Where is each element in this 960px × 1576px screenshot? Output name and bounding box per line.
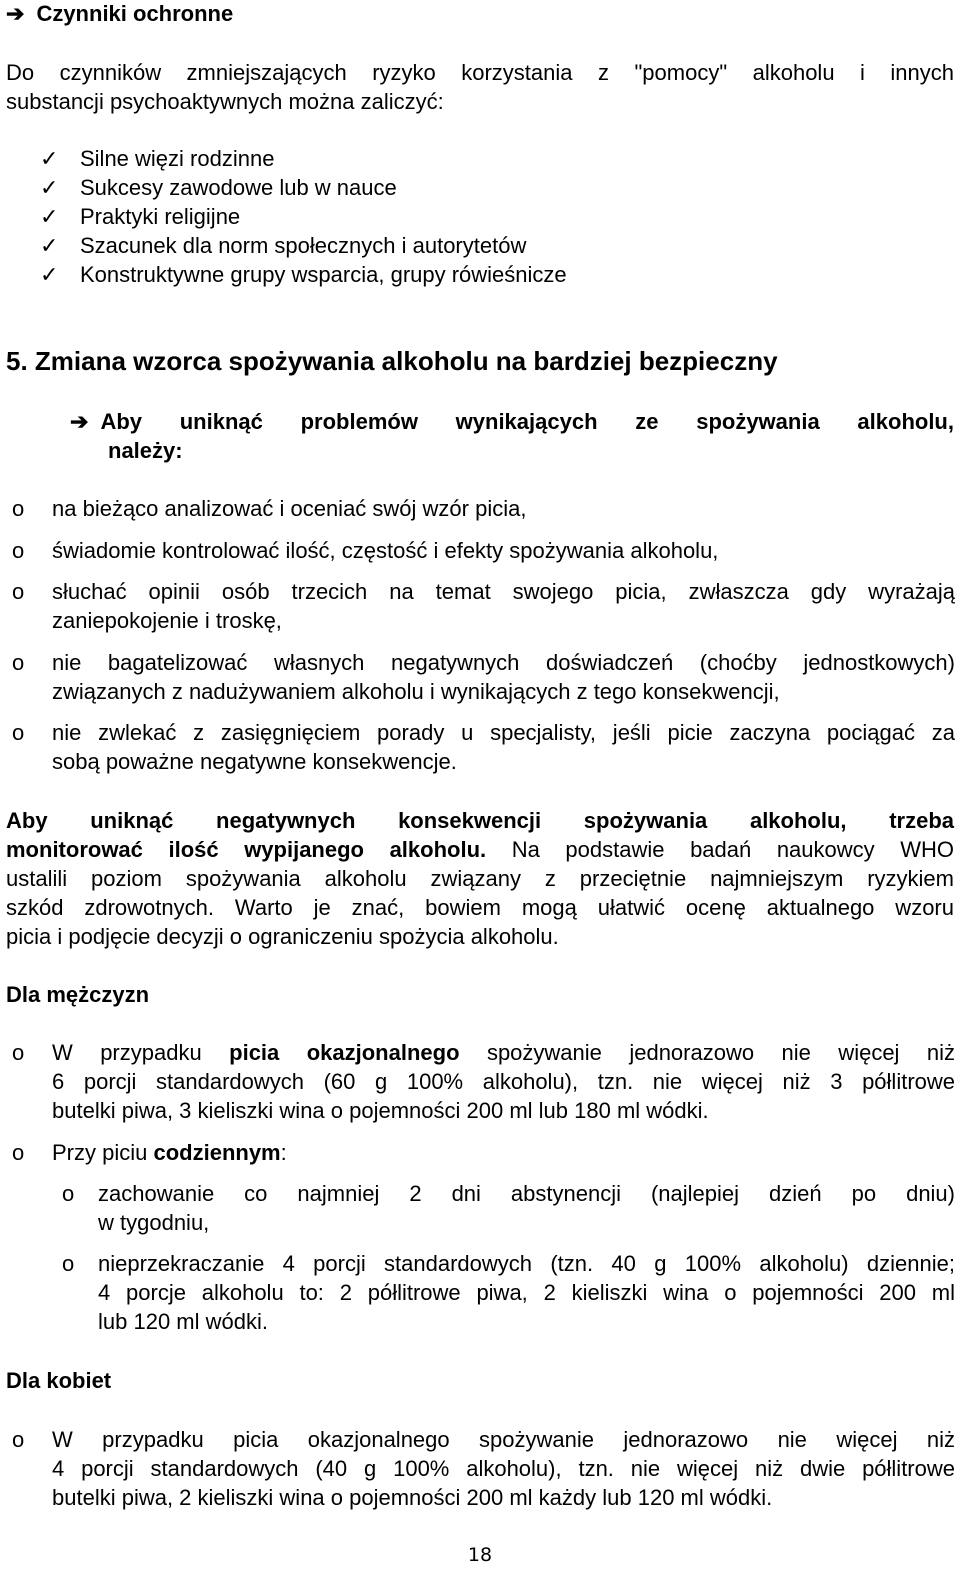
list-item-line: słuchać opinii osób trzecich na temat swojego picia, zwłaszcza gdy wyrażają (52, 579, 955, 604)
check-icon: ✓ (40, 175, 59, 200)
factors-intro-2: substancji psychoaktywnych można zaliczyć: (6, 89, 444, 114)
list-bullet-marker: o (12, 538, 25, 563)
para-line-2 (6, 835, 954, 864)
men-sub-2-marker: o (62, 1251, 75, 1276)
women-line-1: W przypadku picia okazjonalnego spożywanie jednorazowo nie więcej niż (52, 1427, 955, 1452)
women-line-2: 4 porcji standardowych (40 g 100% alkoholu), tzn. nie więcej niż dwie półlitrowe (52, 1456, 955, 1481)
men-sub-1-line-1: zachowanie co najmniej 2 dni abstynencji (najlepiej dzień po dniu) (98, 1181, 955, 1206)
list-bullet-marker: o (12, 579, 25, 604)
list-item-line: związanych z nadużywaniem alkoholu i wynikających z tego konsekwencji, (52, 679, 780, 704)
men-bullet-1-line-1 (52, 1038, 955, 1067)
women-heading: Dla kobiet (6, 1368, 112, 1393)
list-bullet-marker: o (12, 650, 25, 675)
men-b1-text-c: spożywanie jednorazowo nie więcej niż (459, 1040, 955, 1065)
para-line-4: szkód zdrowotnych. Warto je znać, bowiem mogą ułatwić ocenę aktualnego wzoru (6, 895, 954, 920)
men-bullet-1-marker: o (12, 1040, 25, 1065)
subheading-line-1: Aby uniknąć problemów wynikających ze spożywania alkoholu, (100, 409, 954, 434)
factors-list-item: Szacunek dla norm społecznych i autorytetów (80, 233, 527, 258)
list-bullet-marker: o (12, 720, 25, 745)
men-sub-2-line-1: nieprzekraczanie 4 porcji standardowych (tzn. 40 g 100% alkoholu) dziennie; (98, 1251, 955, 1276)
men-bullet-1-line-2: 6 porcji standardowych (60 g 100% alkoholu), tzn. nie więcej niż 3 półlitrowe (52, 1069, 955, 1094)
factors-intro-1: Do czynników zmniejszających ryzyko korzystania z "pomocy" alkoholu i innych (6, 60, 954, 85)
check-icon: ✓ (40, 233, 59, 258)
check-icon: ✓ (40, 146, 59, 171)
men-b1-text-a: W przypadku (52, 1040, 230, 1065)
para-line-1: Aby uniknąć negatywnych konsekwencji spożywania alkoholu, trzeba (6, 808, 954, 833)
women-bullet-marker: o (12, 1427, 25, 1452)
list-item-line: na bieżąco analizować i oceniać swój wzór picia, (52, 496, 527, 521)
men-sub-2-line-3: lub 120 ml wódki. (98, 1309, 268, 1334)
factors-list-item: Praktyki religijne (80, 204, 241, 229)
para-line-3: ustalili poziom spożywania alkoholu związany z przeciętnie najmniejszym ryzykiem (6, 866, 954, 891)
check-icon: ✓ (40, 262, 59, 287)
check-icon: ✓ (40, 204, 59, 229)
men-b2-text-c: : (280, 1140, 287, 1165)
men-b1-text-bold: picia okazjonalnego (229, 1040, 460, 1065)
section-5-subheading (70, 407, 954, 465)
men-sub-1-line-2: w tygodniu, (98, 1210, 210, 1235)
factors-list-item: Konstruktywne grupy wsparcia, grupy rówieśnicze (80, 262, 567, 287)
factors-heading (6, 0, 233, 28)
para-line-5: picia i podjęcie decyzji o ograniczeniu spożycia alkoholu. (6, 924, 559, 949)
men-bullet-1-line-3: butelki piwa, 3 kieliszki wina o pojemności 200 ml lub 180 ml wódki. (52, 1098, 709, 1123)
factors-list-item: Sukcesy zawodowe lub w nauce (80, 175, 397, 200)
list-item-line: świadomie kontrolować ilość, częstość i efekty spożywania alkoholu, (52, 538, 719, 563)
men-b2-text-a: Przy piciu (52, 1140, 154, 1165)
men-bullet-2 (52, 1138, 287, 1167)
men-b2-text-bold: codziennym (153, 1140, 281, 1165)
list-item-line: sobą poważne negatywne konsekwencje. (52, 749, 457, 774)
men-heading: Dla mężczyzn (6, 982, 150, 1007)
list-item-line: nie zwlekać z zasięgnięciem porady u specjalisty, jeśli picie zaczyna pociągać za (52, 720, 955, 745)
para-line-2-rest: Na podstawie badań naukowcy WHO (486, 837, 954, 862)
section-5-title: 5. Zmiana wzorca spożywania alkoholu na bardziej bezpieczny (6, 346, 778, 376)
list-item-line: zaniepokojenie i troskę, (52, 608, 282, 633)
subheading-line-2: należy: (108, 438, 183, 463)
arrow-icon: ➔ (6, 1, 25, 26)
list-bullet-marker: o (12, 496, 25, 521)
factors-heading-text: Czynniki ochronne (36, 1, 234, 26)
factors-list-item: Silne więzi rodzinne (80, 146, 275, 171)
page-number: 18 (467, 1544, 493, 1566)
men-sub-1-marker: o (62, 1181, 75, 1206)
women-line-3: butelki piwa, 2 kieliszki wina o pojemności 200 ml każdy lub 120 ml wódki. (52, 1485, 773, 1510)
men-sub-2-line-2: 4 porcje alkoholu to: 2 półlitrowe piwa, 2 kieliszki wina o pojemności 200 ml (98, 1280, 955, 1305)
arrow-icon: ➔ (70, 409, 89, 434)
list-item-line: nie bagatelizować własnych negatywnych doświadczeń (choćby jednostkowych) (52, 650, 955, 675)
para-line-2-bold: monitorować ilość wypijanego alkoholu. (6, 837, 487, 862)
men-bullet-2-marker: o (12, 1140, 25, 1165)
